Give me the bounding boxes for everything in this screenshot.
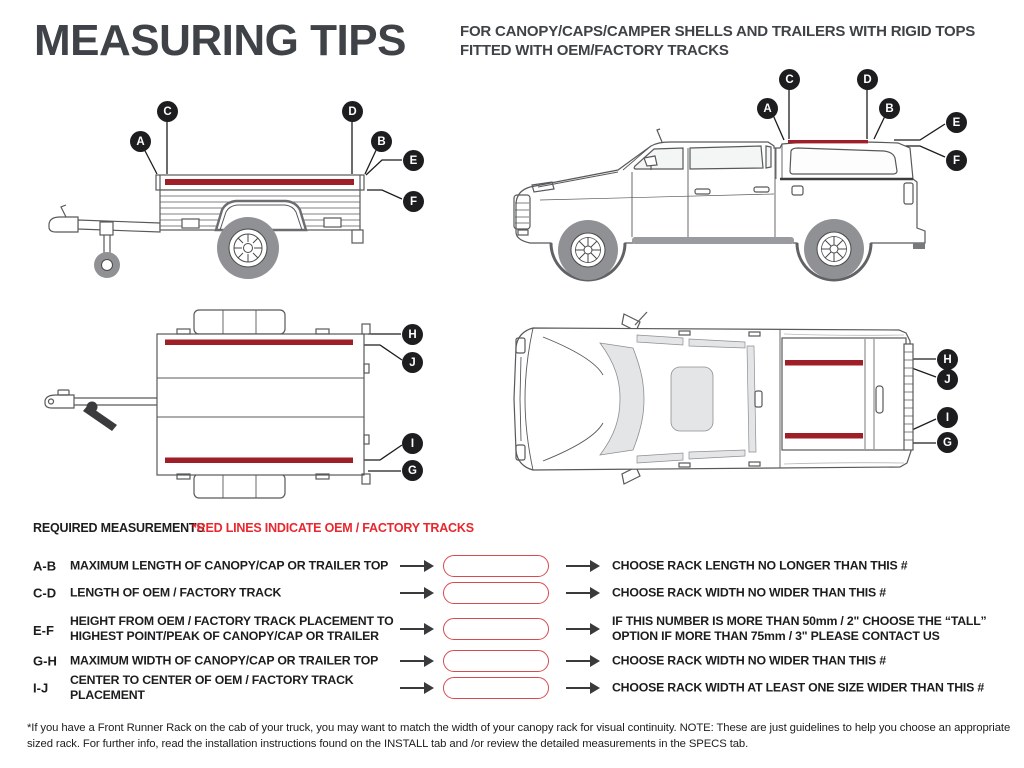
label-badge-e: E: [403, 150, 424, 171]
label-badge-f: F: [946, 150, 967, 171]
label-badge-b: B: [879, 98, 900, 119]
measurement-description: CENTER TO CENTER OF OEM / FACTORY TRACK PLACEMENT: [70, 673, 354, 702]
measurement-value-field: [443, 555, 549, 577]
measurement-description: HEIGHT FROM OEM / FACTORY TRACK PLACEMENT TO HIGHEST POINT/PEAK OF CANOPY/CAP OR TRAILER: [70, 614, 394, 643]
measurement-value-field: [443, 618, 549, 640]
measurement-guidance: CHOOSE RACK LENGTH NO LONGER THAN THIS #: [612, 558, 908, 573]
measurement-description: MAXIMUM WIDTH OF CANOPY/CAP OR TRAILER TOP: [70, 653, 379, 668]
required-measurements-label: REQUIRED MEASUREMENTS: [33, 521, 205, 535]
right-arrow-icon: [400, 623, 434, 635]
truck-top-view-figure: [497, 305, 997, 500]
measurement-value-field: [443, 650, 549, 672]
measurement-row-cd: [33, 582, 1024, 604]
measurement-guidance: CHOOSE RACK WIDTH NO WIDER THAN THIS #: [612, 585, 886, 600]
label-badge-i: I: [402, 433, 423, 454]
right-arrow-icon: [566, 560, 600, 572]
label-badge-h: H: [937, 349, 958, 370]
label-badge-d: D: [857, 69, 878, 90]
label-badge-g: G: [402, 460, 423, 481]
measurement-code: C-D: [33, 585, 57, 601]
label-badge-f: F: [403, 191, 424, 212]
right-arrow-icon: [566, 682, 600, 694]
legend: [33, 521, 474, 535]
measurement-description: LENGTH OF OEM / FACTORY TRACK: [70, 585, 282, 600]
measurement-value-field: [443, 677, 549, 699]
label-badge-b: B: [371, 131, 392, 152]
truck-side-view-figure: [492, 62, 1012, 297]
measurement-row-ef: [33, 612, 1024, 646]
label-badge-e: E: [946, 112, 967, 133]
right-arrow-icon: [400, 560, 434, 572]
right-arrow-icon: [566, 655, 600, 667]
label-badge-h: H: [402, 324, 423, 345]
label-badge-j: J: [402, 352, 423, 373]
measurement-description: MAXIMUM LENGTH OF CANOPY/CAP OR TRAILER TOP: [70, 558, 389, 573]
measurement-row-ab: [33, 555, 1024, 577]
measurement-guidance: CHOOSE RACK WIDTH AT LEAST ONE SIZE WIDER THAN THIS #: [612, 680, 984, 695]
label-badge-c: C: [157, 101, 178, 122]
measurement-code: E-F: [33, 623, 54, 638]
label-badge-d: D: [342, 101, 363, 122]
right-arrow-icon: [400, 682, 434, 694]
trailer-top-view-figure: [30, 308, 442, 500]
truck-top-drawing: [497, 305, 997, 500]
right-arrow-icon: [400, 655, 434, 667]
right-arrow-icon: [566, 623, 600, 635]
measurement-value-field: [443, 582, 549, 604]
label-badge-a: A: [757, 98, 778, 119]
trailer-top-drawing: [30, 308, 442, 500]
label-badge-a: A: [130, 131, 151, 152]
measurement-guidance: CHOOSE RACK WIDTH NO WIDER THAN THIS #: [612, 653, 886, 668]
red-lines-note: *RED LINES INDICATE OEM / FACTORY TRACKS: [192, 521, 474, 535]
measurement-code: A-B: [33, 558, 57, 574]
label-badge-i: I: [937, 407, 958, 428]
measurement-code: G-H: [33, 653, 57, 669]
right-arrow-icon: [400, 587, 434, 599]
measurement-row-gh: [33, 650, 1024, 672]
trailer-side-view-figure: [30, 95, 442, 300]
label-badge-c: C: [779, 69, 800, 90]
subtitle-line-2: FITTED WITH OEM/FACTORY TRACKS: [460, 42, 729, 59]
right-arrow-icon: [566, 587, 600, 599]
footnote: *If you have a Front Runner Rack on the cab of your truck, you may want to match the width of your canopy rack for visual continuity. NOTE: These are just guidelines to help you choose an appropriate sized rack. For further info, read the installation instructions found on the INSTALL tab and /or review the detailed measurements in the SPECS tab.: [27, 722, 1011, 750]
measurement-code: I-J: [33, 680, 49, 696]
trailer-side-drawing: [30, 95, 442, 300]
truck-side-drawing: [492, 62, 1012, 297]
page-title: MEASURING TIPS: [34, 16, 406, 65]
subtitle-line-1: FOR CANOPY/CAPS/CAMPER SHELLS AND TRAILERS WITH RIGID TOPS: [460, 23, 976, 40]
measurement-guidance: IF THIS NUMBER IS MORE THAN 50mm / 2" CHOOSE THE “TALL” OPTION IF MORE THAN 75mm / 3" PLEASE CONTACT US: [612, 614, 987, 643]
measurement-row-ij: [33, 673, 1024, 702]
label-badge-j: J: [937, 369, 958, 390]
page-subtitle: [460, 22, 975, 60]
label-badge-g: G: [937, 432, 958, 453]
